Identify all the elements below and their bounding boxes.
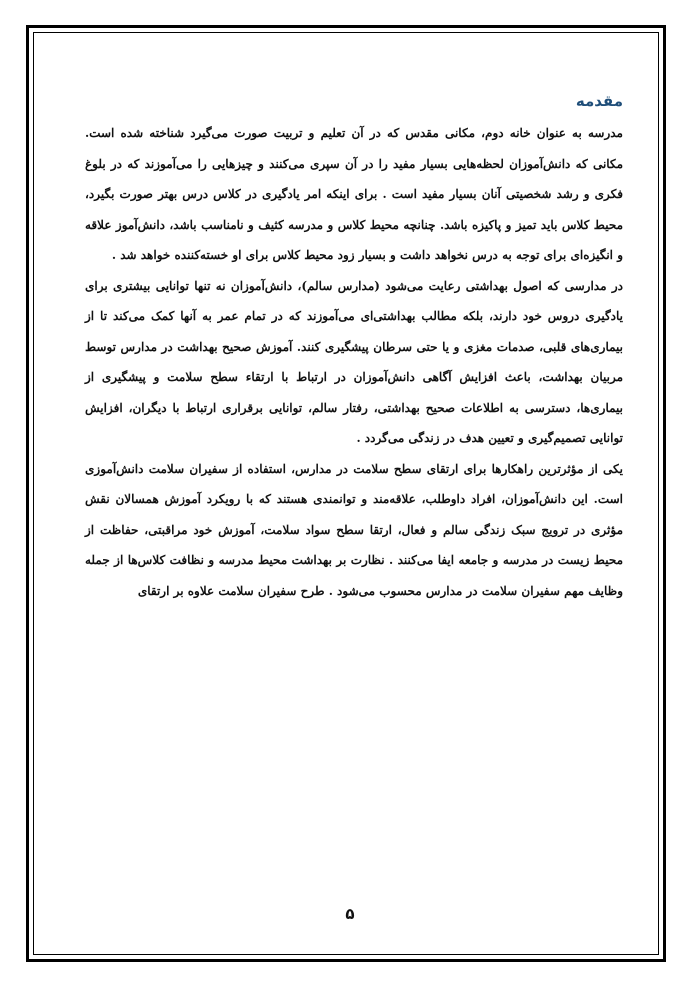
- paragraph-1: مدرسه به عنوان خانه دوم، مکانی مقدس که در آن تعلیم و تربیت صورت می‌گیرد شناخته شده است. مکانی که دانش‌آموزان لحظه‌هایی بسیار مفید را در آن سپری می‌کنند و چیزهایی را می‌آموزند که در بلوغ فکری و رشد شخصیتی آنان بسیار مفید است . برای اینکه امر یادگیری در کلاس درس بهتر صورت بگیرد، محیط کلاس باید تمیز و پاکیزه باشد. چنانچه محیط کلاس و مدرسه کثیف و نامناسب باشد، دانش‌آموز علاقه و انگیزه‌ای برای توجه به درس نخواهد داشت و بسیار زود محیط کلاس برای او خسته‌کننده خواهد شد .: [85, 126, 623, 262]
- section-heading: مقدمه: [575, 92, 623, 110]
- page-number: ۵: [345, 905, 355, 923]
- paragraph-2: در مدارسی که اصول بهداشتی رعایت می‌شود (مدارس سالم)، دانش‌آموزان نه تنها توانایی بیشتری برای یادگیری دروس خود دارند، بلکه مطالب بهداشتی‌ای می‌آموزند که در تمام عمر به آنها کمک می‌کند تا از بیماری‌های قلبی، صدمات مغزی و یا حتی سرطان پیشگیری کنند. آموزش صحیح بهداشت در مدارس توسط مربیان بهداشت، باعث افزایش آگاهی دانش‌آموزان در ارتباط با ارتقاء سطح سلامت و پیشگیری از بیماری‌ها، دسترسی به اطلاعات صحیح بهداشتی، رفتار سالم، توانایی برقراری ارتباط با دیگران، افزایش توانایی تصمیم‌گیری و تعیین هدف در زندگی می‌گردد .: [85, 278, 623, 445]
- paragraph-3: یکی از مؤثرترین راهکارها برای ارتقای سطح سلامت در مدارس، استفاده از سفیران سلامت دانش‌آموزی است. این دانش‌آموزان، افراد داوطلب، علاقه‌مند و توانمندی هستند که با رویکرد آموزش همسالان نقش مؤثری در ترویج سبک زندگی سالم و فعال، ارتقا سطح سواد سلامت، آموزش خود مراقبتی، حفاظت از محیط زیست در مدرسه و جامعه ایفا می‌کنند . نظارت بر بهداشت محیط مدرسه و نظافت کلاس‌ها از جمله وظایف مهم سفیران سلامت در مدارس محسوب می‌شود . طرح سفیران سلامت علاوه بر ارتقای: [85, 461, 623, 598]
- document-body: [85, 90, 623, 606]
